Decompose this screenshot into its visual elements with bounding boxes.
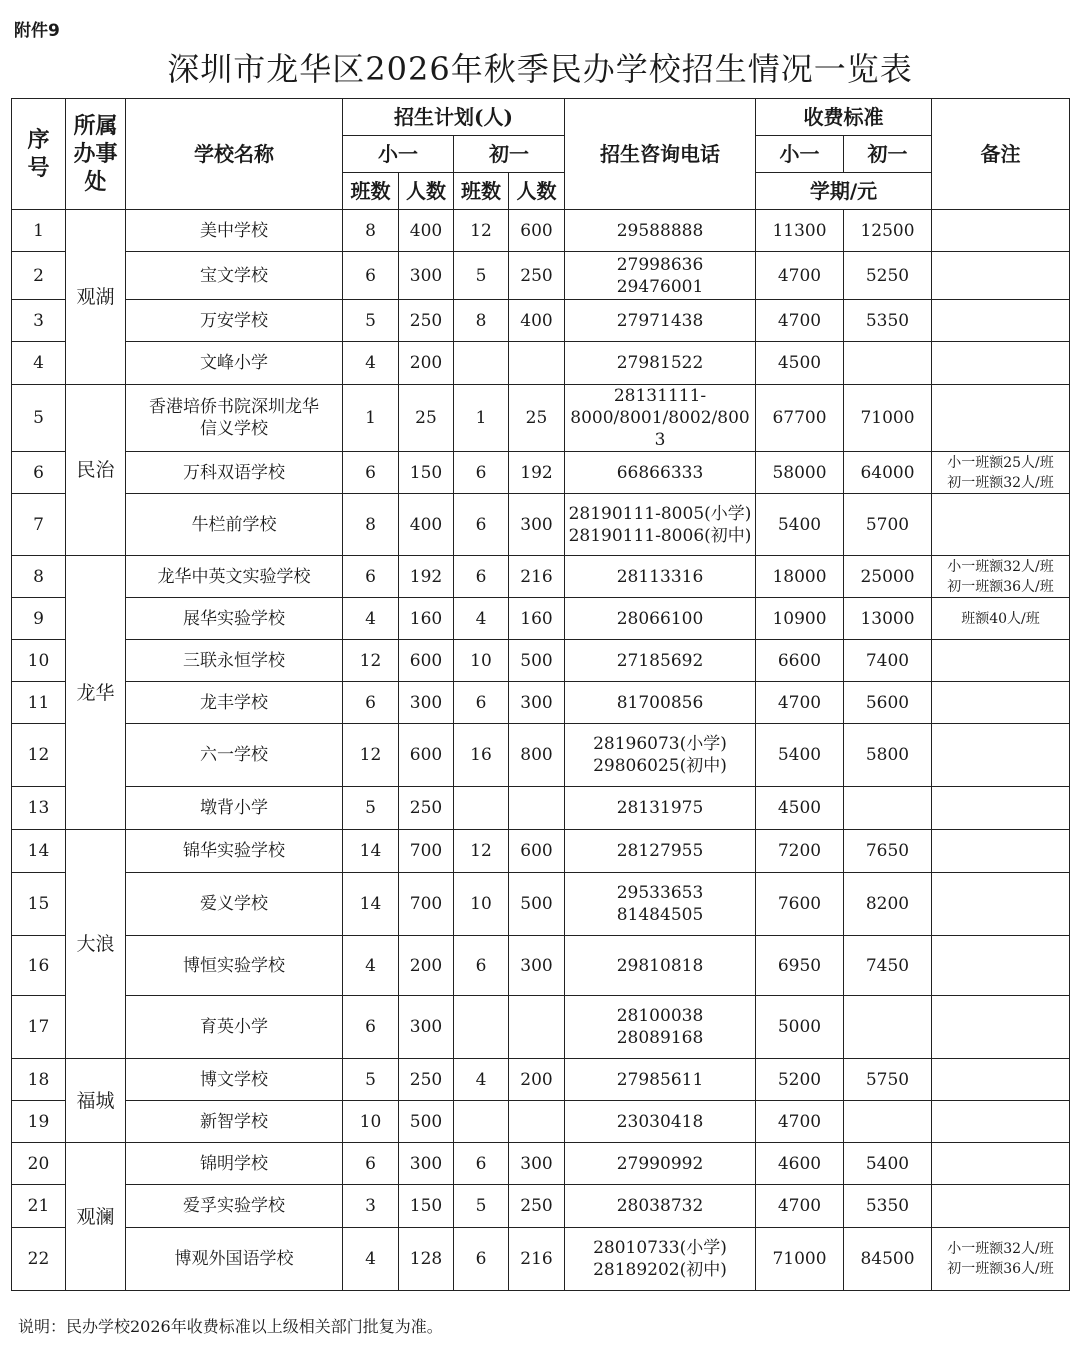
table-row <box>12 724 1070 787</box>
district-cell: 福城 <box>66 1059 126 1143</box>
grade1-fee: 4700 <box>756 252 844 300</box>
grade7-fee: 5750 <box>844 1059 932 1101</box>
grade1-people: 128 <box>399 1228 454 1291</box>
district-cell: 观湖 <box>66 210 126 385</box>
grade1-fee: 4500 <box>756 342 844 385</box>
note-cell <box>932 724 1070 787</box>
grade7-people: 300 <box>509 1143 565 1185</box>
grade7-classes: 6 <box>454 936 509 996</box>
note-cell <box>932 385 1070 452</box>
grade1-people: 250 <box>399 787 454 830</box>
grade1-people: 600 <box>399 724 454 787</box>
grade1-classes: 5 <box>343 1059 399 1101</box>
row-number: 8 <box>12 556 66 598</box>
grade7-fee: 5800 <box>844 724 932 787</box>
phone-number: 27990992 <box>565 1143 756 1185</box>
phone-number: 29533653 81484505 <box>565 873 756 936</box>
school-name: 六一学校 <box>126 724 343 787</box>
table-row <box>12 830 1070 873</box>
grade7-people: 160 <box>509 598 565 640</box>
table-row <box>12 342 1070 385</box>
header-seq: 序 号 <box>12 99 66 210</box>
row-number: 22 <box>12 1228 66 1291</box>
grade7-people: 300 <box>509 682 565 724</box>
grade1-classes: 6 <box>343 252 399 300</box>
grade7-classes: 4 <box>454 598 509 640</box>
footnote: 说明：民办学校2026年收费标准以上级相关部门批复为准。 <box>18 1317 443 1336</box>
grade1-people: 160 <box>399 598 454 640</box>
grade1-fee: 4700 <box>756 1101 844 1143</box>
grade7-people: 216 <box>509 1228 565 1291</box>
school-name: 博文学校 <box>126 1059 343 1101</box>
grade1-classes: 12 <box>343 724 399 787</box>
phone-number: 27998636 29476001 <box>565 252 756 300</box>
header-note: 备注 <box>932 99 1070 210</box>
table-row <box>12 210 1070 252</box>
grade7-classes: 6 <box>454 452 509 494</box>
grade1-classes: 4 <box>343 342 399 385</box>
note-cell <box>932 1059 1070 1101</box>
grade1-fee: 6600 <box>756 640 844 682</box>
phone-number: 27971438 <box>565 300 756 342</box>
district-cell: 观澜 <box>66 1143 126 1291</box>
grade7-fee: 7650 <box>844 830 932 873</box>
grade1-fee: 18000 <box>756 556 844 598</box>
grade1-classes: 14 <box>343 830 399 873</box>
grade1-classes: 6 <box>343 452 399 494</box>
phone-number: 28196073(小学) 29806025(初中) <box>565 724 756 787</box>
row-number: 4 <box>12 342 66 385</box>
school-name: 锦明学校 <box>126 1143 343 1185</box>
grade7-fee: 64000 <box>844 452 932 494</box>
grade1-classes: 8 <box>343 494 399 556</box>
phone-number: 28038732 <box>565 1185 756 1228</box>
phone-number: 29810818 <box>565 936 756 996</box>
grade1-fee: 67700 <box>756 385 844 452</box>
header-plan-grade7: 初一 <box>454 136 565 173</box>
table-row <box>12 1228 1070 1291</box>
row-number: 19 <box>12 1101 66 1143</box>
row-number: 5 <box>12 385 66 452</box>
header-fee: 收费标准 <box>756 99 932 136</box>
table-row <box>12 252 1070 300</box>
grade1-people: 300 <box>399 1143 454 1185</box>
grade7-classes: 4 <box>454 1059 509 1101</box>
grade7-people: 500 <box>509 873 565 936</box>
grade7-classes <box>454 996 509 1059</box>
grade1-classes: 6 <box>343 556 399 598</box>
grade1-classes: 14 <box>343 873 399 936</box>
grade7-classes: 10 <box>454 873 509 936</box>
note-cell: 小一班额32人/班 初一班额36人/班 <box>932 556 1070 598</box>
note-cell: 小一班额32人/班 初一班额36人/班 <box>932 1228 1070 1291</box>
grade1-people: 300 <box>399 252 454 300</box>
header-fee-grade7: 初一 <box>844 136 932 173</box>
grade1-classes: 4 <box>343 1228 399 1291</box>
row-number: 3 <box>12 300 66 342</box>
grade7-people <box>509 342 565 385</box>
grade1-fee: 5400 <box>756 724 844 787</box>
grade1-fee: 7600 <box>756 873 844 936</box>
grade7-classes: 8 <box>454 300 509 342</box>
grade1-classes: 5 <box>343 300 399 342</box>
row-number: 10 <box>12 640 66 682</box>
table-row <box>12 494 1070 556</box>
grade7-fee <box>844 787 932 830</box>
school-name: 牛栏前学校 <box>126 494 343 556</box>
grade7-classes: 5 <box>454 252 509 300</box>
grade7-people: 600 <box>509 830 565 873</box>
phone-number: 29588888 <box>565 210 756 252</box>
grade7-classes: 6 <box>454 494 509 556</box>
row-number: 13 <box>12 787 66 830</box>
grade7-classes <box>454 342 509 385</box>
note-cell <box>932 873 1070 936</box>
grade7-classes: 5 <box>454 1185 509 1228</box>
header-people-grade1: 人数 <box>399 173 454 210</box>
row-number: 17 <box>12 996 66 1059</box>
note-cell <box>932 936 1070 996</box>
grade1-fee: 71000 <box>756 1228 844 1291</box>
table-row <box>12 385 1070 452</box>
school-name: 万安学校 <box>126 300 343 342</box>
grade7-fee: 5250 <box>844 252 932 300</box>
grade1-people: 300 <box>399 996 454 1059</box>
grade1-people: 250 <box>399 300 454 342</box>
phone-number: 28113316 <box>565 556 756 598</box>
grade7-people: 800 <box>509 724 565 787</box>
row-number: 11 <box>12 682 66 724</box>
school-name: 龙华中英文实验学校 <box>126 556 343 598</box>
note-cell: 班额40人/班 <box>932 598 1070 640</box>
grade1-fee: 6950 <box>756 936 844 996</box>
table-row <box>12 682 1070 724</box>
school-name: 展华实验学校 <box>126 598 343 640</box>
school-name: 宝文学校 <box>126 252 343 300</box>
grade1-classes: 4 <box>343 936 399 996</box>
grade1-fee: 5400 <box>756 494 844 556</box>
row-number: 21 <box>12 1185 66 1228</box>
school-name: 三联永恒学校 <box>126 640 343 682</box>
grade1-fee: 58000 <box>756 452 844 494</box>
grade7-fee: 25000 <box>844 556 932 598</box>
phone-number: 81700856 <box>565 682 756 724</box>
header-fee-grade1: 小一 <box>756 136 844 173</box>
grade7-people: 250 <box>509 252 565 300</box>
grade1-classes: 8 <box>343 210 399 252</box>
table-row <box>12 873 1070 936</box>
note-cell <box>932 1143 1070 1185</box>
grade7-people: 200 <box>509 1059 565 1101</box>
grade7-people <box>509 787 565 830</box>
grade7-fee: 5700 <box>844 494 932 556</box>
grade1-people: 200 <box>399 342 454 385</box>
grade1-classes: 4 <box>343 598 399 640</box>
row-number: 6 <box>12 452 66 494</box>
phone-number: 28127955 <box>565 830 756 873</box>
grade1-people: 400 <box>399 494 454 556</box>
table-row <box>12 787 1070 830</box>
note-cell <box>932 640 1070 682</box>
note-cell: 小一班额25人/班 初一班额32人/班 <box>932 452 1070 494</box>
school-name: 爱义学校 <box>126 873 343 936</box>
grade1-people: 250 <box>399 1059 454 1101</box>
row-number: 14 <box>12 830 66 873</box>
grade1-fee: 5000 <box>756 996 844 1059</box>
grade7-people: 500 <box>509 640 565 682</box>
phone-number: 27985611 <box>565 1059 756 1101</box>
row-number: 1 <box>12 210 66 252</box>
grade7-classes <box>454 787 509 830</box>
grade7-people <box>509 996 565 1059</box>
grade7-people: 400 <box>509 300 565 342</box>
grade1-people: 500 <box>399 1101 454 1143</box>
grade7-people <box>509 1101 565 1143</box>
row-number: 16 <box>12 936 66 996</box>
grade1-classes: 10 <box>343 1101 399 1143</box>
grade1-fee: 7200 <box>756 830 844 873</box>
phone-number: 28100038 28089168 <box>565 996 756 1059</box>
grade7-fee: 5350 <box>844 300 932 342</box>
grade7-classes: 12 <box>454 830 509 873</box>
table-row <box>12 598 1070 640</box>
note-cell <box>932 1101 1070 1143</box>
grade7-fee <box>844 996 932 1059</box>
table-row <box>12 640 1070 682</box>
grade7-fee: 7400 <box>844 640 932 682</box>
table-row <box>12 1059 1070 1101</box>
grade7-people: 300 <box>509 494 565 556</box>
phone-number: 27185692 <box>565 640 756 682</box>
grade7-fee: 13000 <box>844 598 932 640</box>
grade1-fee: 4700 <box>756 682 844 724</box>
phone-number: 66866333 <box>565 452 756 494</box>
grade1-people: 300 <box>399 682 454 724</box>
grade1-people: 600 <box>399 640 454 682</box>
grade7-people: 25 <box>509 385 565 452</box>
note-cell <box>932 300 1070 342</box>
phone-number: 28131111- 8000/8001/8002/800 3 <box>565 385 756 452</box>
header-plan-grade1: 小一 <box>343 136 454 173</box>
grade1-people: 150 <box>399 1185 454 1228</box>
grade1-classes: 6 <box>343 996 399 1059</box>
district-cell: 大浪 <box>66 830 126 1059</box>
grade7-fee: 5600 <box>844 682 932 724</box>
table-row <box>12 936 1070 996</box>
row-number: 2 <box>12 252 66 300</box>
grade1-classes: 5 <box>343 787 399 830</box>
phone-number: 27981522 <box>565 342 756 385</box>
table-row <box>12 452 1070 494</box>
grade7-people: 600 <box>509 210 565 252</box>
row-number: 7 <box>12 494 66 556</box>
grade7-classes: 6 <box>454 556 509 598</box>
grade1-fee: 5200 <box>756 1059 844 1101</box>
phone-number: 28066100 <box>565 598 756 640</box>
grade1-fee: 11300 <box>756 210 844 252</box>
grade1-classes: 6 <box>343 682 399 724</box>
school-name: 万科双语学校 <box>126 452 343 494</box>
school-name: 文峰小学 <box>126 342 343 385</box>
grade1-classes: 6 <box>343 1143 399 1185</box>
grade7-fee: 5350 <box>844 1185 932 1228</box>
note-cell <box>932 210 1070 252</box>
grade1-people: 25 <box>399 385 454 452</box>
table-row <box>12 1143 1070 1185</box>
note-cell <box>932 830 1070 873</box>
grade7-classes: 6 <box>454 682 509 724</box>
header-people-grade7: 人数 <box>509 173 565 210</box>
note-cell <box>932 494 1070 556</box>
note-cell <box>932 996 1070 1059</box>
header-fee-unit: 学期/元 <box>756 173 932 210</box>
grade1-people: 192 <box>399 556 454 598</box>
grade7-classes: 12 <box>454 210 509 252</box>
note-cell <box>932 252 1070 300</box>
row-number: 18 <box>12 1059 66 1101</box>
grade7-classes <box>454 1101 509 1143</box>
header-phone: 招生咨询电话 <box>565 99 756 210</box>
table-row <box>12 1101 1070 1143</box>
row-number: 15 <box>12 873 66 936</box>
grade1-fee: 4500 <box>756 787 844 830</box>
grade1-people: 700 <box>399 830 454 873</box>
grade1-people: 700 <box>399 873 454 936</box>
grade7-classes: 16 <box>454 724 509 787</box>
phone-number: 23030418 <box>565 1101 756 1143</box>
grade7-classes: 10 <box>454 640 509 682</box>
note-cell <box>932 342 1070 385</box>
header-office: 所属 办事 处 <box>66 99 126 210</box>
phone-number: 28010733(小学) 28189202(初中) <box>565 1228 756 1291</box>
grade7-fee <box>844 342 932 385</box>
grade7-fee: 84500 <box>844 1228 932 1291</box>
grade1-fee: 4600 <box>756 1143 844 1185</box>
school-name: 新智学校 <box>126 1101 343 1143</box>
grade7-fee: 71000 <box>844 385 932 452</box>
row-number: 20 <box>12 1143 66 1185</box>
school-name: 龙丰学校 <box>126 682 343 724</box>
grade7-fee: 12500 <box>844 210 932 252</box>
grade7-fee: 5400 <box>844 1143 932 1185</box>
header-plan: 招生计划(人) <box>343 99 565 136</box>
grade1-fee: 10900 <box>756 598 844 640</box>
grade7-classes: 1 <box>454 385 509 452</box>
grade7-fee: 7450 <box>844 936 932 996</box>
grade1-fee: 4700 <box>756 300 844 342</box>
table-body <box>12 210 1070 1291</box>
grade1-fee: 4700 <box>756 1185 844 1228</box>
table-row <box>12 996 1070 1059</box>
school-name: 香港培侨书院深圳龙华 信义学校 <box>126 385 343 452</box>
header-classes-grade1: 班数 <box>343 173 399 210</box>
school-name: 墩背小学 <box>126 787 343 830</box>
table-row <box>12 1185 1070 1228</box>
note-cell <box>932 682 1070 724</box>
row-number: 12 <box>12 724 66 787</box>
grade1-people: 200 <box>399 936 454 996</box>
grade7-people: 300 <box>509 936 565 996</box>
row-number: 9 <box>12 598 66 640</box>
district-cell: 龙华 <box>66 556 126 830</box>
grade7-classes: 6 <box>454 1143 509 1185</box>
school-name: 锦华实验学校 <box>126 830 343 873</box>
enrollment-table <box>11 98 1070 1291</box>
school-name: 美中学校 <box>126 210 343 252</box>
grade1-classes: 12 <box>343 640 399 682</box>
district-cell: 民治 <box>66 385 126 556</box>
school-name: 爱孚实验学校 <box>126 1185 343 1228</box>
header-school: 学校名称 <box>126 99 343 210</box>
table-row <box>12 556 1070 598</box>
school-name: 博观外国语学校 <box>126 1228 343 1291</box>
grade7-fee: 8200 <box>844 873 932 936</box>
grade1-classes: 3 <box>343 1185 399 1228</box>
attachment-label: 附件9 <box>14 21 60 41</box>
phone-number: 28190111-8005(小学) 28190111-8006(初中) <box>565 494 756 556</box>
table-row <box>12 300 1070 342</box>
school-name: 育英小学 <box>126 996 343 1059</box>
grade7-classes: 6 <box>454 1228 509 1291</box>
school-name: 博恒实验学校 <box>126 936 343 996</box>
note-cell <box>932 1185 1070 1228</box>
grade7-people: 192 <box>509 452 565 494</box>
page-title: 深圳市龙华区2026年秋季民办学校招生情况一览表 <box>167 50 913 88</box>
grade1-classes: 1 <box>343 385 399 452</box>
grade1-people: 400 <box>399 210 454 252</box>
grade1-people: 150 <box>399 452 454 494</box>
header-classes-grade7: 班数 <box>454 173 509 210</box>
grade7-fee <box>844 1101 932 1143</box>
grade7-people: 216 <box>509 556 565 598</box>
note-cell <box>932 787 1070 830</box>
phone-number: 28131975 <box>565 787 756 830</box>
grade7-people: 250 <box>509 1185 565 1228</box>
